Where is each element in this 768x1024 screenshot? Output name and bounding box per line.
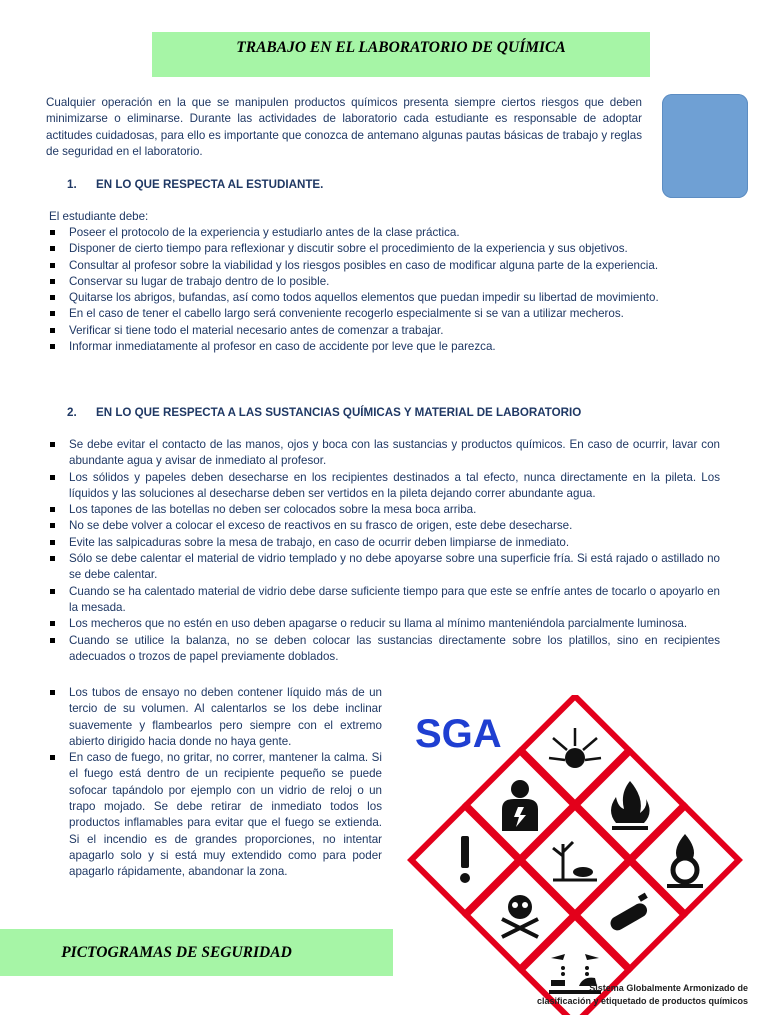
list-item: Sólo se debe calentar el material de vidrio templado y no debe apoyarse sobre una superficie fría. Si está rajado o astillado no se debe calentar.: [47, 551, 720, 584]
list-item: Los sólidos y papeles deben desecharse en los recipientes destinados a tal efecto, nunca directamente en la pileta. Los líquidos y las soluciones al desecharse deben ser vertidos en la pileta dejando correr abundante agua.: [47, 470, 720, 503]
intro-paragraph: Cualquier operación en la que se manipulen productos químicos presenta siempre ciertos riesgos que deben minimizarse o eliminarse. Durante las actividades de laboratorio cada estudiante es responsable de adoptar actitudes cuidadosas, para ello es importante que conozca de antemano algunas pautas básicas de trabajo y reglas de seguridad en el laboratorio.: [46, 96, 642, 158]
list-item: Verificar si tiene todo el material necesario antes de comenzar a trabajar.: [47, 323, 720, 339]
list-item: Disponer de cierto tiempo para reflexionar y discutir sobre el procedimiento de la experiencia y sus objetivos.: [47, 241, 720, 257]
decorative-blue-box: [662, 94, 748, 198]
list-item: Los mecheros que no estén en uso deben apagarse o reducir su llama al mínimo manteniéndola parcialmente luminosa.: [47, 616, 720, 632]
list-item: Cuando se ha calentado material de vidrio debe darse suficiente tiempo para que este se enfríe antes de tocarlo o apoyarlo en la mesada.: [47, 584, 720, 617]
list-item: En el caso de tener el cabello largo será conveniente recogerlo especialmente si se van a utilizar mecheros.: [47, 306, 720, 322]
list-item: Cuando se utilice la balanza, no se deben colocar las sustancias directamente sobre los platillos, sino en recipientes adecuados o trozos de papel previamente doblados.: [47, 633, 720, 666]
list-item: No se debe volver a colocar el exceso de reactivos en su frasco de origen, este debe desecharse.: [47, 518, 720, 534]
section-1-number: 1.: [67, 178, 77, 191]
section-2-title: EN LO QUE RESPECTA A LAS SUSTANCIAS QUÍMICAS Y MATERIAL DE LABORATORIO: [96, 406, 582, 419]
section-2-heading: [67, 405, 581, 421]
substances-rules-list-narrow: [47, 685, 382, 881]
substances-rules-list: [47, 437, 720, 665]
list-item: Se debe evitar el contacto de las manos, ojos y boca con las sustancias y productos químicos. En caso de ocurrir, lavar con abundante agua y avisar de inmediato al profesor.: [47, 437, 720, 470]
list-item: Evite las salpicaduras sobre la mesa de trabajo, en caso de ocurrir deben limpiarse de inmediato.: [47, 535, 720, 551]
list-item: Los tubos de ensayo no deben contener líquido más de un tercio de su volumen. Al calentarlos se los debe inclinar suavemente y flambearlos pero siempre con el extremo abierto dirigido hacia donde no haya gente.: [47, 685, 382, 750]
list-item: Los tapones de las botellas no deben ser colocados sobre la mesa boca arriba.: [47, 502, 720, 518]
student-rules-list: [47, 225, 720, 355]
section-1-heading: [67, 177, 323, 193]
list-item: Consultar al profesor sobre la viabilidad y los riesgos posibles en caso de modificar alguna parte de la experiencia.: [47, 258, 720, 274]
pictograms-banner: [0, 929, 393, 976]
list-item: En caso de fuego, no gritar, no correr, mantener la calma. Si el fuego está dentro de un recipiente pequeño se puede sofocar tapándolo por ejemplo con un vidrio de reloj o un trapo mojado. Se debe retirar de inmediato todos los productos inflamables para evitar que el fuego se extienda. Si el incendio es de grandes proporciones, no intentar apagarlo solo y si está muy extendido como para poder apagarlo rápidamente, abandonar la zona.: [47, 750, 382, 880]
pictograms-title: PICTOGRAMAS DE SEGURIDAD: [61, 943, 292, 961]
list-item: Poseer el protocolo de la experiencia y estudiarlo antes de la clase práctica.: [47, 225, 720, 241]
sga-pictograms-figure: [395, 695, 760, 1015]
list-item: Conservar su lugar de trabajo dentro de lo posible.: [47, 274, 720, 290]
list-item: Informar inmediatamente al profesor en caso de accidente por leve que le parezca.: [47, 339, 720, 355]
list-item: Quitarse los abrigos, bufandas, así como todos aquellos elementos que puedan impedir su libertad de movimiento.: [47, 290, 720, 306]
section-1-title: EN LO QUE RESPECTA AL ESTUDIANTE.: [96, 178, 324, 191]
caption-line-1: Sistema Globalmente Armonizado de: [589, 983, 748, 993]
title-banner: [152, 32, 650, 77]
student-lead-text: El estudiante debe:: [49, 210, 149, 223]
sga-label: SGA: [415, 712, 502, 756]
sga-caption: [500, 982, 748, 1008]
page-title: TRABAJO EN EL LABORATORIO DE QUÍMICA: [236, 39, 566, 56]
section-2-number: 2.: [67, 406, 77, 419]
caption-line-2: clasificación y etiquetado de productos químicos: [536, 996, 748, 1006]
